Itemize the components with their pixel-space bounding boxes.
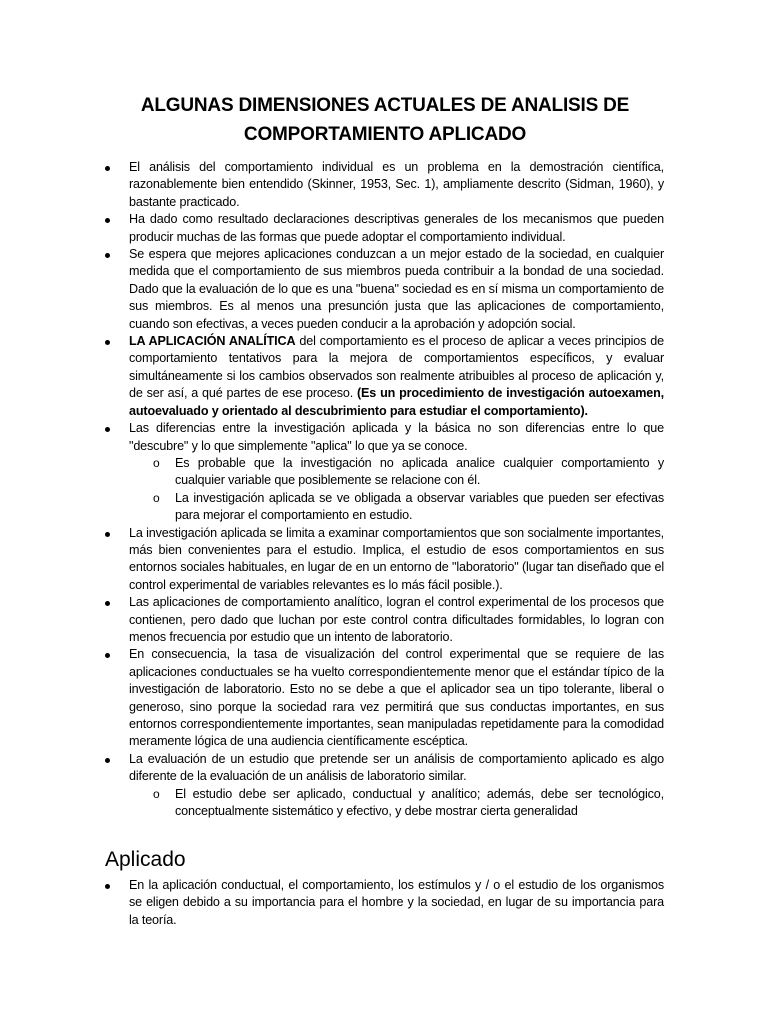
list-item-text: En la aplicación conductual, el comportamiento, los estímulos y / o el estudio de los organismos se eligen debido a su importancia para el hombre y la sociedad, en lugar de su importancia para la teoría. <box>129 878 664 927</box>
list-item-text: En consecuencia, la tasa de visualización del control experimental que se requiere de las aplicaciones conductuales se ha vuelto correspondientemente menor que el estándar típico de la investigación de laboratorio. Esto no se debe a que el aplicador sea un tipo tolerante, liberal o generoso, sino porque la sociedad rara vez permitirá que sus conductas importantes, en sus entornos correspondientemente importantes, sean manipuladas repetidamente para la comodidad meramente lógica de una audiencia científicamente escéptica. <box>129 647 664 749</box>
bullet-icon <box>105 427 110 432</box>
bullet-icon <box>105 532 110 537</box>
list-item <box>129 211 664 246</box>
list-item <box>129 159 664 211</box>
document-title-line-2: COMPORTAMIENTO APLICADO <box>243 124 527 145</box>
list-item-text: Las aplicaciones de comportamiento analítico, logran el control experimental de los procesos que contienen, pero dado que luchan por este control contra dificultades formidables, lo logran con menos frecuencia por estudio que un intento de laboratorio. <box>129 595 664 644</box>
sub-list <box>129 786 664 821</box>
bullet-icon <box>105 253 110 258</box>
section-body <box>0 877 768 929</box>
sub-list-item-text: La investigación aplicada se ve obligada a observar variables que pueden ser efectivas para mejorar el comportamiento en estudio. <box>175 490 664 523</box>
section-bullet-list <box>0 877 768 929</box>
bullet-icon <box>105 653 110 658</box>
list-item <box>129 420 664 524</box>
sub-list-item-text: Es probable que la investigación no aplicada analice cualquier comportamiento y cualquier variable que posiblemente se relacione con él. <box>175 455 664 488</box>
document-title <box>120 91 650 149</box>
list-item <box>129 525 664 595</box>
circle-bullet-icon: o <box>153 455 160 470</box>
list-item-bold-tail: (Es un procedimiento de investigación autoexamen, autoevaluado y orientado al descubrimiento para estudiar el comportamiento). <box>129 386 664 418</box>
sub-list-item <box>153 490 664 525</box>
bullet-list <box>0 159 768 820</box>
list-item-bold-lead: LA APLICACIÓN ANALÍTICA <box>129 334 296 349</box>
list-item-text: Las diferencias entre la investigación aplicada y la básica no son diferencias entre lo que "descubre" y lo que simplemente "aplica" lo que ya se conoce. <box>129 421 664 453</box>
list-item <box>129 333 664 420</box>
bullet-icon <box>105 218 110 223</box>
list-item-text: La investigación aplicada se limita a examinar comportamientos que son socialmente importantes, más bien convenientes para el estudio. Implica, el estudio de esos comportamientos en sus entornos sociales habituales, en lugar de en un entorno de "laboratorio" (lugar tan diseñado que el control experimental de variables relevantes es lo más fácil posible.). <box>129 525 664 592</box>
list-item-text: El análisis del comportamiento individual es un problema en la demostración científica, razonablemente bien entendido (Skinner, 1953, Sec. 1), ampliamente descrito (Sidman, 1960), y bastante practicado. <box>129 160 664 209</box>
section-heading: Aplicado <box>105 848 186 871</box>
document-title-line-1: ALGUNAS DIMENSIONES ACTUALES DE ANALISIS DE <box>140 95 630 116</box>
list-item-text: Se espera que mejores aplicaciones conduzcan a un mejor estado de la sociedad, en cualquier medida que el comportamiento de sus miembros pueda contribuir a la bondad de una sociedad. Dado que la evaluación de lo que es una "buena" sociedad es en sí misma un comportamiento de sus miembros. Es al menos una presunción justa que las aplicaciones de comportamiento, cuando son efectivas, a veces pueden conducir a la aprobación y adopción social. <box>129 247 664 331</box>
bullet-icon <box>105 884 110 889</box>
circle-bullet-icon: o <box>153 490 160 505</box>
list-item <box>129 594 664 646</box>
bullet-icon <box>105 166 110 171</box>
sub-list <box>129 455 664 525</box>
circle-bullet-icon: o <box>153 786 160 801</box>
list-item <box>129 877 664 929</box>
list-item <box>129 751 664 821</box>
list-item-text: del comportamiento es el proceso de aplicar a veces principios de comportamiento tentativos para la mejora de comportamientos específicos, y evaluar simultáneamente si los cambios observados son realmente atribuibles al proceso de aplicación y, de ser así, a qué partes de ese proceso. <box>129 334 664 401</box>
bullet-icon <box>105 758 110 763</box>
bullet-icon <box>105 601 110 606</box>
list-item-text: Ha dado como resultado declaraciones descriptivas generales de los mecanismos que pueden producir muchas de las formas que puede adoptar el comportamiento individual. <box>129 212 664 244</box>
list-item-text: La evaluación de un estudio que pretende ser un análisis de comportamiento aplicado es algo diferente de la evaluación de un análisis de laboratorio similar. <box>129 751 664 784</box>
list-item <box>129 646 664 750</box>
list-item <box>129 246 664 333</box>
sub-list-item-text: El estudio debe ser aplicado, conductual y analítico; además, debe ser tecnológico, conceptualmente sistemático y efectivo, y debe mostrar cierta generalidad <box>175 786 664 819</box>
sub-list-item <box>153 786 664 821</box>
bullet-icon <box>105 340 110 345</box>
sub-list-item <box>153 455 664 490</box>
document-body <box>0 159 768 820</box>
